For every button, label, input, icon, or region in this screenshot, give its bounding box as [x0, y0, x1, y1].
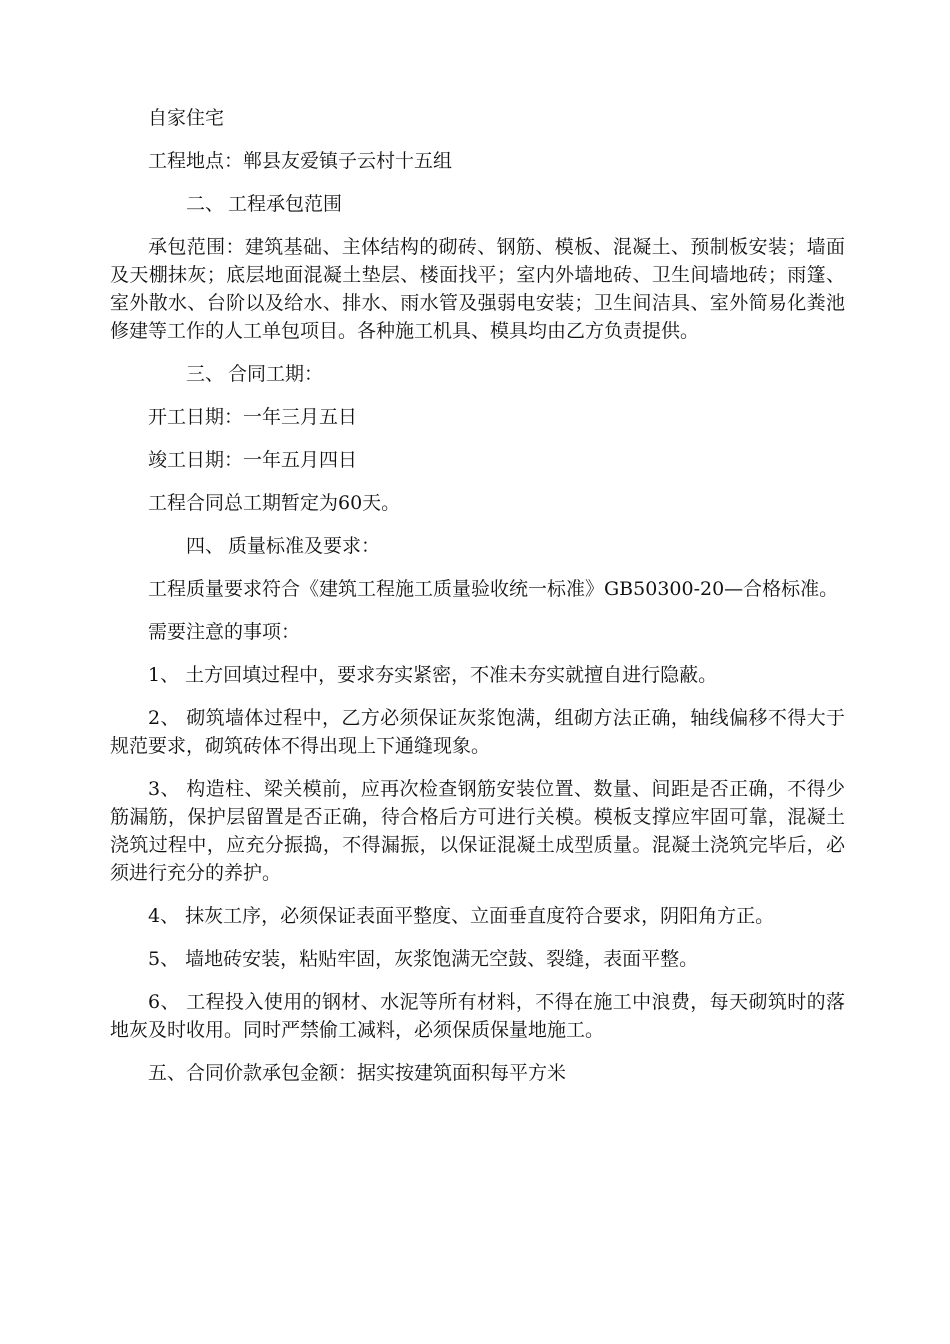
notes-title: 需要注意的事项：	[148, 621, 301, 643]
project-name: 自家住宅	[148, 107, 225, 129]
section-4-number: 四、	[186, 535, 225, 557]
note-item-4: 4、 抹灰工序，必须保证表面平整度、立面垂直度符合要求，阴阳角方正。	[148, 905, 775, 927]
section-5-heading: 五、合同价款承包金额：据实按建筑面积每平方米	[148, 1062, 567, 1084]
section-4-title: 质量标准及要求：	[228, 535, 381, 557]
note-item-3: 3、 构造柱、梁关模前，应再次检查钢筋安装位置、数量、间距是否正确，不得少筋漏筋，保护层留置是否正确，待合格后方可进行关模。模板支撑应牢固可靠，混凝土浇筑过程中，应充分振捣，不得漏振，以保证混凝土成型质量。混凝土浇筑完毕后，必须进行充分的养护。	[110, 778, 845, 884]
note-item-2: 2、 砌筑墙体过程中，乙方必须保证灰浆饱满，组砌方法正确，轴线偏移不得大于规范要求，砌筑砖体不得出现上下通缝现象。	[110, 707, 845, 757]
end-date: 竣工日期：一年五月四日	[148, 449, 358, 471]
scope-paragraph: 承包范围：建筑基础、主体结构的砌砖、钢筋、模板、混凝土、预制板安装；墙面及天棚抹灰；底层地面混凝土垫层、楼面找平；室内外墙地砖、卫生间墙地砖；雨篷、室外散水、台阶以及给水、排水、雨水管及强弱电安装；卫生间洁具、室外简易化粪池修建等工作的人工单包项目。各种施工机具、模具均由乙方负责提供。	[110, 236, 845, 342]
section-2-heading	[110, 190, 845, 218]
note-item-6: 6、 工程投入使用的钢材、水泥等所有材料，不得在施工中浪费，每天砌筑时的落地灰及时收用。同时严禁偷工减料，必须保质保量地施工。	[110, 991, 845, 1041]
section-4-heading	[110, 532, 845, 560]
quality-standard: 工程质量要求符合《建筑工程施工质量验收统一标准》GB50300-20—合格标准。	[148, 578, 839, 600]
note-item-1: 1、 土方回填过程中，要求夯实紧密，不准未夯实就擅自进行隐蔽。	[148, 664, 718, 686]
start-date: 开工日期：一年三月五日	[148, 406, 358, 428]
section-3-heading	[110, 360, 845, 388]
section-3-number: 三、	[186, 363, 225, 385]
contract-duration: 工程合同总工期暂定为60天。	[148, 492, 401, 514]
section-2-number: 二、	[186, 193, 225, 215]
document-body	[110, 104, 845, 1102]
project-location: 工程地点：郸县友爱镇子云村十五组	[148, 150, 453, 172]
note-item-5: 5、 墙地砖安装，粘贴牢固，灰浆饱满无空鼓、裂缝，表面平整。	[148, 948, 699, 970]
section-2-title: 工程承包范围	[228, 193, 343, 215]
section-3-title: 合同工期：	[228, 363, 324, 385]
